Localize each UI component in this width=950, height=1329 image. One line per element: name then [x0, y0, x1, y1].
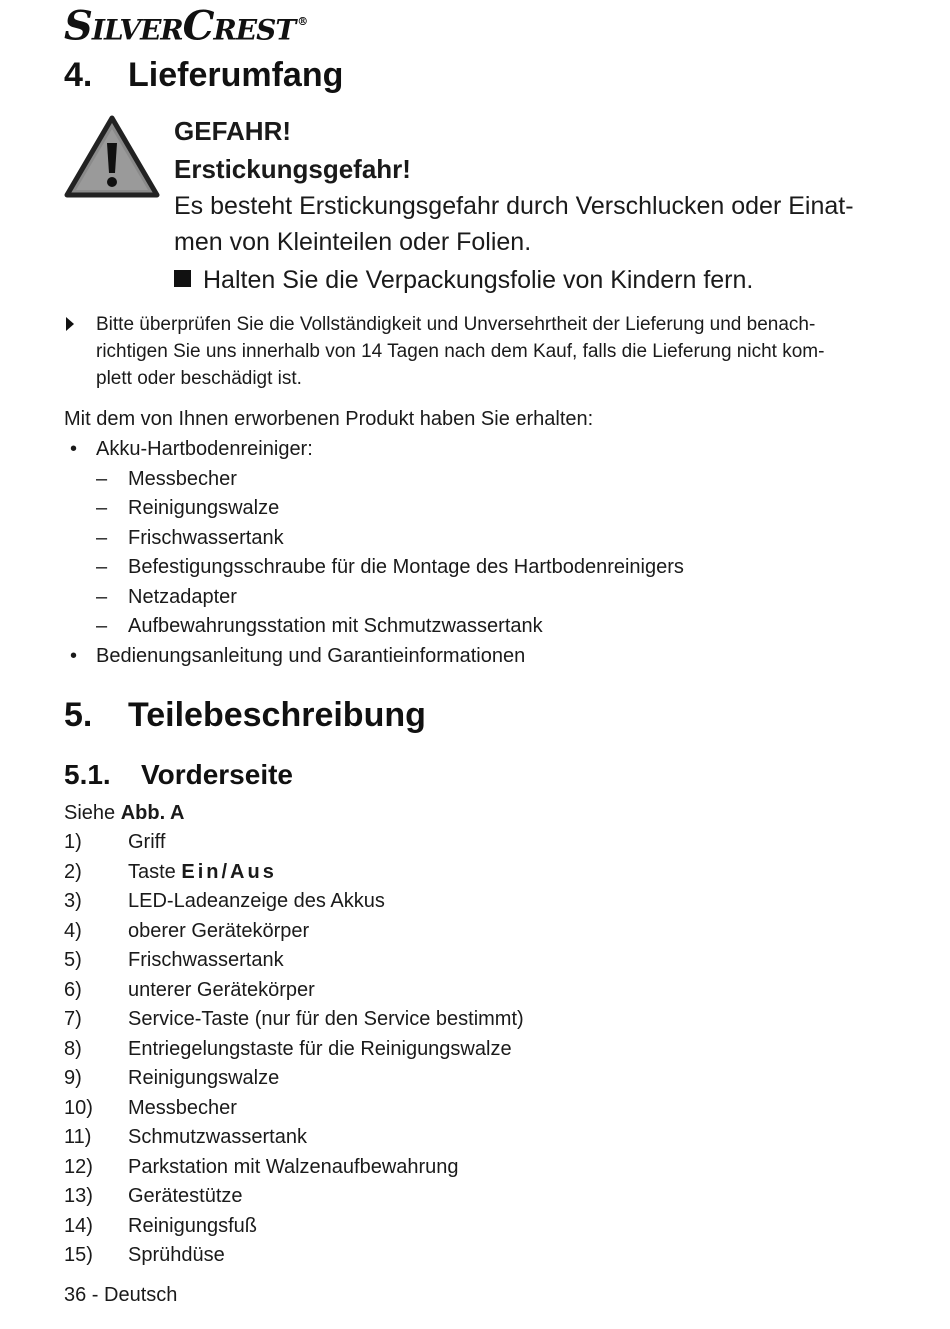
list-marker: – — [96, 526, 108, 549]
contents-intro: Mit dem von Ihnen erworbenen Produkt haben Sie erhalten: — [64, 408, 594, 430]
warning-block — [174, 112, 874, 298]
list-item-text: Bedienungsanleitung und Garantieinformationen — [96, 644, 526, 667]
list-marker: • — [70, 644, 78, 667]
warning-text-line: men von Kleinteilen oder Folien. — [174, 228, 532, 256]
list-item-text: Reinigungswalze — [128, 497, 280, 519]
list-item-text: Frischwassertank — [128, 526, 284, 549]
part-label: Griff — [128, 831, 166, 853]
section-5-heading: 5. Teilebeschreibung — [64, 696, 426, 734]
part-label: Reinigungsfuß — [128, 1214, 257, 1237]
part-label: Sprühdüse — [128, 1244, 225, 1266]
part-number: 15) — [64, 1244, 93, 1266]
warning-level: GEFAHR! — [174, 116, 291, 146]
square-bullet-icon — [174, 270, 191, 287]
part-number: 7) — [64, 1008, 82, 1030]
page-footer: 36 - Deutsch — [64, 1284, 178, 1306]
list-item-text: Aufbewahrungsstation mit Schmutzwassertank — [128, 615, 543, 637]
part-number: 9) — [64, 1067, 82, 1089]
list-marker: – — [96, 467, 108, 490]
warning-triangle-icon — [64, 115, 160, 199]
list-marker: – — [96, 497, 108, 519]
part-label: Schmutzwassertank — [128, 1126, 307, 1148]
part-label: Entriegelungstaste für die Reinigungswalze — [128, 1037, 512, 1060]
part-label: Gerätestütze — [128, 1185, 243, 1207]
list-item-text: Akku-Hartbodenreiniger: — [96, 438, 313, 460]
part-number: 8) — [64, 1037, 82, 1060]
part-number: 3) — [64, 890, 82, 912]
list-marker: – — [96, 556, 108, 578]
list-marker: • — [70, 438, 78, 460]
part-number: 10) — [64, 1096, 93, 1119]
section-5-1-heading: 5.1. Vorderseite — [64, 759, 293, 790]
button-name: Ein/Aus — [181, 860, 277, 883]
part-number: 1) — [64, 831, 82, 853]
instruction-step: Bitte überprüfen Sie die Vollständigkeit und Unversehrtheit der Lieferung und benach- richtigen Sie uns innerhalb von 14 Tagen nach dem Kauf, falls die Lieferung nicht kom- plett oder beschädigt ist. — [64, 311, 864, 392]
list-item-text: Messbecher — [128, 467, 237, 490]
part-label: Reinigungswalze — [128, 1067, 280, 1089]
brand-logo: SilverCrest ® — [64, 2, 308, 50]
see-figure: Siehe Abb. A — [64, 802, 185, 824]
part-number: 4) — [64, 919, 82, 942]
part-label: oberer Gerätekörper — [128, 919, 310, 942]
warning-text-line: Es besteht Erstickungsgefahr durch Verschlucken oder Einat- — [174, 192, 854, 220]
part-number: 12) — [64, 1155, 93, 1178]
part-number: 5) — [64, 949, 82, 971]
section-4-heading: 4. Lieferumfang — [64, 56, 344, 94]
list-marker: – — [96, 585, 108, 608]
part-label: Messbecher — [128, 1096, 237, 1119]
part-label: Frischwassertank — [128, 949, 284, 971]
part-label: unterer Gerätekörper — [128, 978, 315, 1001]
list-item-text: Netzadapter — [128, 585, 237, 608]
part-label: Parkstation mit Walzenaufbewahrung — [128, 1155, 459, 1178]
part-number: 2) — [64, 860, 82, 883]
warning-headline: Erstickungsgefahr! — [174, 154, 411, 184]
list-item-text: Befestigungsschraube für die Montage des Hartbodenreinigers — [128, 556, 684, 578]
warning-bullet: Halten Sie die Verpackungsfolie von Kindern fern. — [174, 262, 874, 298]
part-number: 6) — [64, 978, 82, 1001]
part-number: 11) — [64, 1126, 92, 1148]
part-number: 14) — [64, 1214, 93, 1237]
triangle-bullet-icon — [66, 317, 74, 331]
part-number: 13) — [64, 1185, 93, 1207]
part-label: Service-Taste (nur für den Service bestimmt) — [128, 1008, 524, 1030]
part-label: LED-Ladeanzeige des Akkus — [128, 890, 385, 912]
list-marker: – — [96, 615, 108, 637]
part-label: Taste Ein/Aus — [128, 860, 277, 883]
